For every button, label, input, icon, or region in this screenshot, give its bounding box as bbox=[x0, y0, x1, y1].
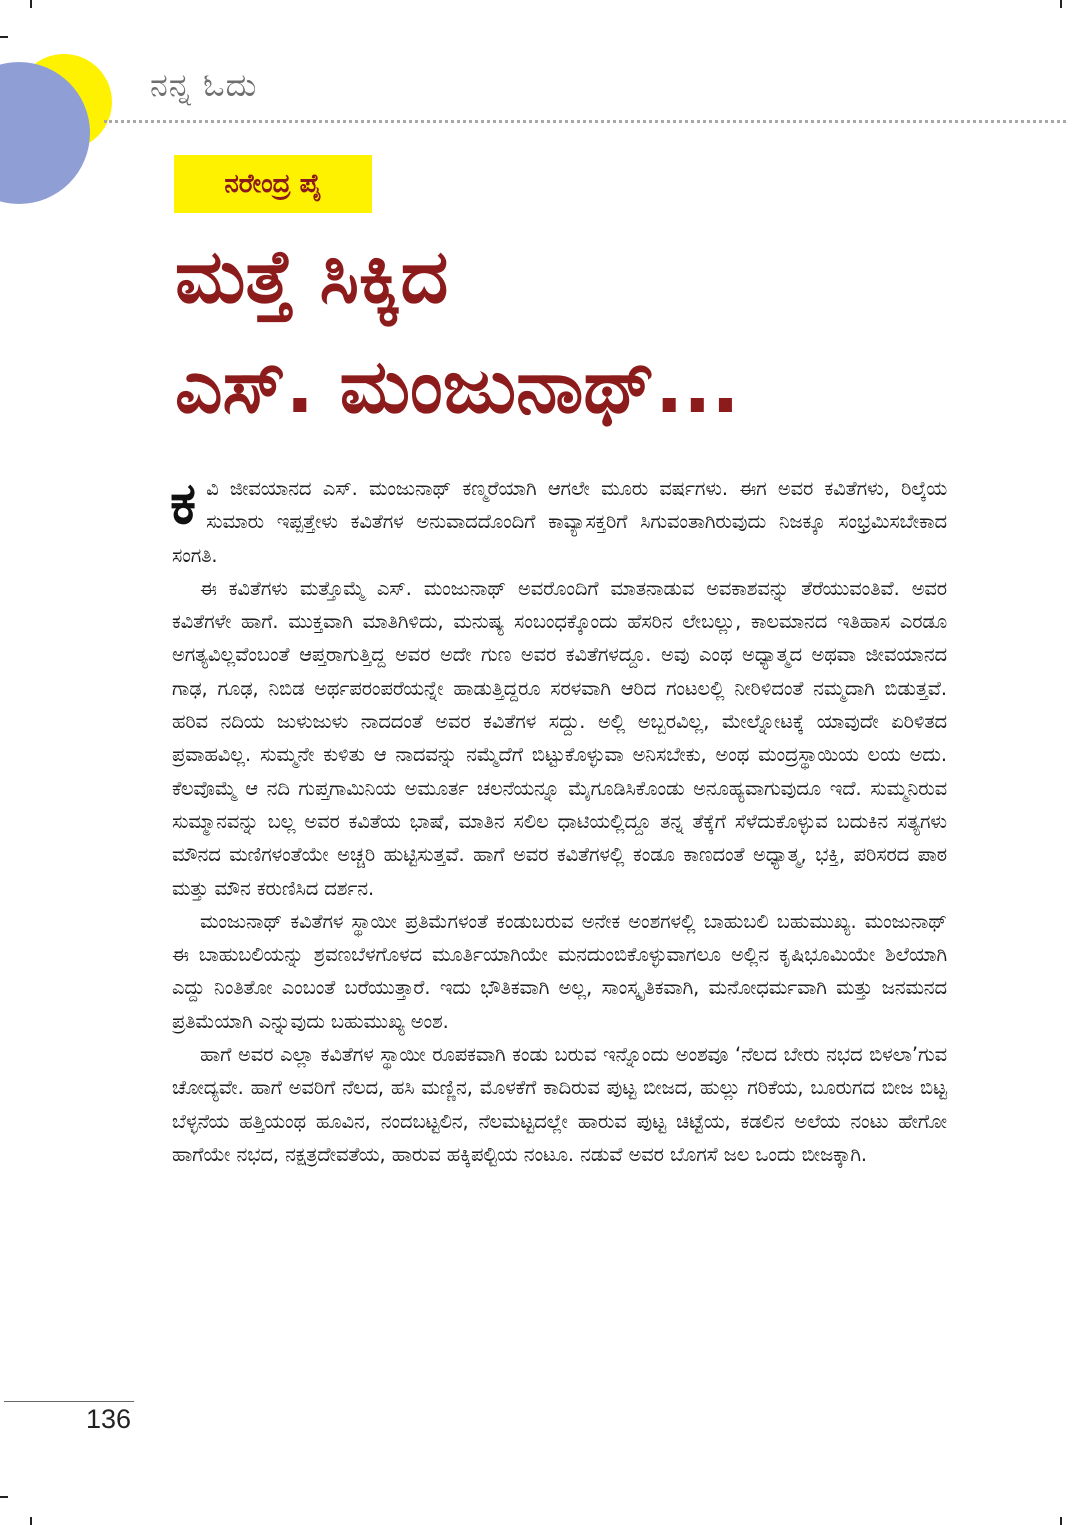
crop-mark-left-upper bbox=[0, 36, 8, 38]
author-name: ನರೇಂದ್ರ ಪೈ bbox=[174, 155, 372, 213]
page-number: 136 bbox=[86, 1404, 132, 1434]
drop-cap: ಕ bbox=[170, 469, 197, 537]
article-title bbox=[175, 222, 739, 442]
crop-mark-bottom-left bbox=[30, 1517, 32, 1525]
section-label: ನನ್ನ ಓದು bbox=[150, 66, 258, 104]
crop-mark-left-lower bbox=[0, 1496, 8, 1498]
title-line-1: ಮತ್ತೆ ಸಿಕ್ಕಿದ bbox=[175, 234, 449, 320]
footer-rule bbox=[4, 1401, 134, 1402]
paragraph-2: ಈ ಕವಿತೆಗಳು ಮತ್ತೊಮ್ಮೆ ಎಸ್. ಮಂಜುನಾಥ್ ಅವರೊಂದಿಗೆ ಮಾತನಾಡುವ ಅವಕಾಶವನ್ನು ತೆರೆಯುವಂತಿವೆ. ಅವರ ಕವಿತೆಗಳೇ ಹಾಗೆ. ಮುಕ್ತವಾಗಿ ಮಾತಿಗಿಳಿದು, ಮನುಷ್ಯ ಸಂಬಂಧಕ್ಕೊಂದು ಹೆಸರಿನ ಲೇಬಲ್ಲು, ಕಾಲಮಾನದ ಇತಿಹಾಸ ಎರಡೂ ಅಗತ್ಯವಿಲ್ಲವೆಂಬಂತೆ ಆಪ್ತರಾಗುತ್ತಿದ್ದ ಅವರ ಅದೇ ಗುಣ ಅವರ ಕವಿತೆಗಳದ್ದೂ. ಅವು ಎಂಥ ಅಧ್ಯಾತ್ಮದ ಅಥವಾ ಜೀವಯಾನದ ಗಾಢ, ಗೂಢ, ನಿಬಿಡ ಅರ್ಥಪರಂಪರೆಯನ್ನೇ ಹಾಡುತ್ತಿದ್ದರೂ ಸರಳವಾಗಿ ಆರಿದ ಗಂಟಲಲ್ಲಿ ನೀರಿಳಿದಂತೆ ನಮ್ಮದಾಗಿ ಬಿಡುತ್ತವೆ. ಹರಿವ ನದಿಯ ಜುಳುಜುಳು ನಾದದಂತೆ ಅವರ ಕವಿತೆಗಳ ಸದ್ದು. ಅಲ್ಲಿ ಅಬ್ಬರವಿಲ್ಲ, ಮೇಲ್ನೋಟಕ್ಕೆ ಯಾವುದೇ ಏರಿಳಿತದ ಪ್ರವಾಹವಿಲ್ಲ. ಸುಮ್ಮನೇ ಕುಳಿತು ಆ ನಾದವನ್ನು ನಮ್ಮೆದೆಗೆ ಬಿಟ್ಟುಕೊಳ್ಳುವಾ ಅನಿಸಬೇಕು, ಅಂಥ ಮಂದ್ರಸ್ಥಾಯಿಯ ಲಯ ಅದು. ಕೆಲವೊಮ್ಮೆ ಆ ನದಿ ಗುಪ್ತಗಾಮಿನಿಯ ಅಮೂರ್ತ ಚಲನೆಯನ್ನೂ ಮೈಗೂಡಿಸಿಕೊಂಡು ಅನೂಹ್ಯವಾಗುವುದೂ ಇದೆ. ಸುಮ್ಮನಿರುವ ಸುಮ್ಮಾನವನ್ನು ಬಲ್ಲ ಅವರ ಕವಿತೆಯ ಭಾಷೆ, ಮಾತಿನ ಸಲಿಲ ಧಾಟಿಯಲ್ಲಿದ್ದೂ ತನ್ನ ತೆಕ್ಕೆಗೆ ಸೆಳೆದುಕೊಳ್ಳುವ ಬದುಕಿನ ಸತ್ಯಗಳು ಮೌನದ ಮಣಿಗಳಂತೆಯೇ ಅಚ್ಚರಿ ಹುಟ್ಟಿಸುತ್ತವೆ. ಹಾಗೆ ಅವರ ಕವಿತೆಗಳಲ್ಲಿ ಕಂಡೂ ಕಾಣದಂತೆ ಅಧ್ಯಾತ್ಮ, ಭಕ್ತಿ, ಪರಿಸರದ ಪಾಠ ಮತ್ತು ಮೌನ ಕರುಣಿಸಿದ ದರ್ಶನ. bbox=[172, 576, 947, 900]
paragraph-1 bbox=[170, 469, 947, 572]
title-line-2: ಎಸ್. ಮಂಜುನಾಥ್... bbox=[175, 344, 740, 430]
paragraph-3: ಮಂಜುನಾಥ್ ಕವಿತೆಗಳ ಸ್ಥಾಯೀ ಪ್ರತಿಮೆಗಳಂತೆ ಕಂಡುಬರುವ ಅನೇಕ ಅಂಶಗಳಲ್ಲಿ ಬಾಹುಬಲಿ ಬಹುಮುಖ್ಯ. ಮಂಜುನಾಥ್ ಈ ಬಾಹುಬಲಿಯನ್ನು ಶ್ರವಣಬೆಳಗೊಳದ ಮೂರ್ತಿಯಾಗಿಯೇ ಮನದುಂಬಿಕೊಳ್ಳುವಾಗಲೂ ಅಲ್ಲಿನ ಕೃಷಿಭೂಮಿಯೇ ಶಿಲೆಯಾಗಿ ಎದ್ದು ನಿಂತಿತೋ ಎಂಬಂತೆ ಬರೆಯುತ್ತಾರೆ. ಇದು ಭೌತಿಕವಾಗಿ ಅಲ್ಲ, ಸಾಂಸ್ಕೃತಿಕವಾಗಿ, ಮನೋಧರ್ಮವಾಗಿ ಮತ್ತು ಜನಮನದ ಪ್ರತಿಮೆಯಾಗಿ ಎನ್ನುವುದು ಬಹುಮುಖ್ಯ ಅಂಶ. bbox=[172, 909, 947, 1033]
article-body bbox=[170, 469, 947, 1171]
paragraph-1-text: ವಿ ಜೀವಯಾನದ ಎಸ್. ಮಂಜುನಾಥ್ ಕಣ್ಮರೆಯಾಗಿ ಆಗಲೇ ಮೂರು ವರ್ಷಗಳು. ಈಗ ಅವರ ಕವಿತೆಗಳು, ರಿಲ್ಕೆಯ ಸುಮಾರು ಇಪ್ಪತ್ತೇಳು ಕವಿತೆಗಳ ಅನುವಾದದೊಂದಿಗೆ ಕಾವ್ಯಾಸಕ್ತರಿಗೆ ಸಿಗುವಂತಾಗಿರುವುದು ನಿಜಕ್ಕೂ ಸಂಭ್ರಮಿಸಬೇಕಾದ ಸಂಗತಿ. bbox=[172, 477, 947, 567]
crop-mark-bottom-right bbox=[1060, 1517, 1062, 1525]
dotted-divider bbox=[104, 120, 1066, 123]
crop-mark-top-right bbox=[1060, 0, 1062, 8]
crop-mark-top-left bbox=[30, 0, 32, 8]
paragraph-4: ಹಾಗೆ ಅವರ ಎಲ್ಲಾ ಕವಿತೆಗಳ ಸ್ಥಾಯೀ ರೂಪಕವಾಗಿ ಕಂಡು ಬರುವ ಇನ್ನೊಂದು ಅಂಶವೂ ‘ನೆಲದ ಬೇರು ನಭದ ಬಿಳಲಾ’ಗುವ ಚೋದ್ಯವೇ. ಹಾಗೆ ಅವರಿಗೆ ನೆಲದ, ಹಸಿ ಮಣ್ಣಿನ, ಮೊಳಕೆಗೆ ಕಾದಿರುವ ಪುಟ್ಟ ಬೀಜದ, ಹುಲ್ಲು ಗರಿಕೆಯ, ಬೂರುಗದ ಬೀಜ ಬಿಟ್ಟ ಬೆಳ್ಳನೆಯ ಹತ್ತಿಯಂಥ ಹೂವಿನ, ನಂದಬಟ್ಟಲಿನ, ನೆಲಮಟ್ಟದಲ್ಲೇ ಹಾರುವ ಪುಟ್ಟ ಚಿಟ್ಟೆಯ, ಕಡಲಿನ ಅಲೆಯ ನಂಟು ಹೇಗೋ ಹಾಗೆಯೇ ನಭದ, ನಕ್ಷತ್ರದೇವತೆಯ, ಹಾರುವ ಹಕ್ಕಿಪಲ್ಟಿಯ ನಂಟೂ. ನಡುವೆ ಅವರ ಬೊಗಸೆ ಜಲ ಒಂದು ಬೀಜಕ್ಕಾಗಿ. bbox=[172, 1043, 947, 1166]
